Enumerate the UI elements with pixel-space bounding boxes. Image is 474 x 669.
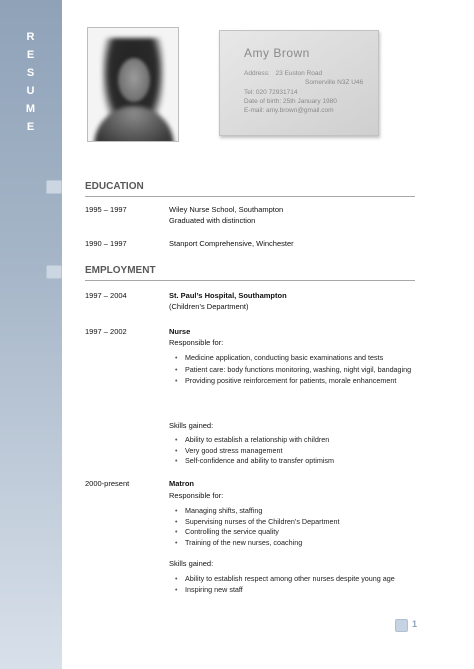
resume-letter: E bbox=[26, 121, 36, 133]
list-item: • Inspiring new staff bbox=[175, 586, 415, 595]
address-row bbox=[244, 70, 322, 77]
skills-label: Skills gained: bbox=[169, 559, 214, 568]
address-label: Address: bbox=[244, 70, 270, 77]
section-marker bbox=[46, 265, 62, 279]
education-school: Wiley Nurse School, Southampton bbox=[169, 205, 284, 214]
list-item: • Supervising nurses of the Children’s Department bbox=[175, 518, 415, 527]
section-divider bbox=[85, 196, 415, 197]
section-marker bbox=[46, 180, 62, 194]
education-note: Graduated with distinction bbox=[169, 216, 256, 225]
sidebar-band bbox=[0, 0, 62, 669]
email-address: E-mail: amy.brown@gmail.com bbox=[244, 107, 334, 114]
address-line1: 23 Euston Road bbox=[275, 70, 323, 77]
photo-face bbox=[118, 58, 150, 102]
address-line2: Somerville N3Z U46 bbox=[305, 79, 364, 86]
list-item: • Medicine application, conducting basic examinations and tests bbox=[175, 354, 415, 363]
list-item: • Controlling the service quality bbox=[175, 528, 415, 537]
phone-number: Tel: 020 72931714 bbox=[244, 89, 298, 96]
education-date: 1995 – 1997 bbox=[85, 205, 127, 214]
skills-label: Skills gained: bbox=[169, 421, 214, 430]
job-role: Matron bbox=[169, 479, 194, 488]
resume-letter: E bbox=[26, 49, 36, 61]
skills-list bbox=[175, 575, 415, 594]
date-of-birth: Date of birth: 25th January 1980 bbox=[244, 98, 337, 105]
section-divider bbox=[85, 280, 415, 281]
resume-letter: R bbox=[26, 31, 36, 43]
candidate-name: Amy Brown bbox=[244, 46, 310, 60]
page-number: 1 bbox=[412, 619, 418, 629]
employer-name: St. Paul’s Hospital, Southampton bbox=[169, 291, 287, 300]
list-item: • Ability to establish a relationship with children bbox=[175, 436, 415, 445]
education-school: Stanport Comprehensive, Winchester bbox=[169, 239, 294, 248]
profile-photo bbox=[87, 27, 179, 142]
resume-letter: M bbox=[25, 103, 37, 115]
education-date: 1990 – 1997 bbox=[85, 239, 127, 248]
responsibility-list bbox=[175, 354, 415, 386]
employer-department: (Children’s Department) bbox=[169, 302, 249, 311]
job-date: 1997 – 2002 bbox=[85, 327, 127, 336]
list-item: • Ability to establish respect among other nurses despite young age bbox=[175, 575, 415, 584]
education-title: EDUCATION bbox=[85, 181, 144, 192]
list-item: • Patient care: body functions monitoring, washing, night vigil, bandaging bbox=[175, 366, 415, 375]
resume-letter: U bbox=[26, 85, 36, 97]
skills-list bbox=[175, 436, 415, 466]
job-date: 2000-present bbox=[85, 479, 130, 488]
resume-letter: S bbox=[26, 67, 36, 79]
employment-title: EMPLOYMENT bbox=[85, 265, 156, 276]
responsible-label: Responsible for: bbox=[169, 338, 224, 347]
responsibility-list bbox=[175, 507, 415, 547]
responsible-label: Responsible for: bbox=[169, 491, 224, 500]
contact-card bbox=[219, 30, 379, 136]
page-marker bbox=[395, 619, 408, 632]
list-item: • Training of the new nurses, coaching bbox=[175, 539, 415, 548]
resume-vertical-title bbox=[0, 28, 62, 136]
list-item: • Managing shifts, staffing bbox=[175, 507, 415, 516]
list-item: • Very good stress management bbox=[175, 447, 415, 456]
job-date: 1997 – 2004 bbox=[85, 291, 127, 300]
job-role: Nurse bbox=[169, 327, 191, 336]
list-item: • Providing positive reinforcement for patients, morale enhancement bbox=[175, 377, 415, 386]
list-item: • Self-confidence and ability to transfer optimism bbox=[175, 457, 415, 466]
